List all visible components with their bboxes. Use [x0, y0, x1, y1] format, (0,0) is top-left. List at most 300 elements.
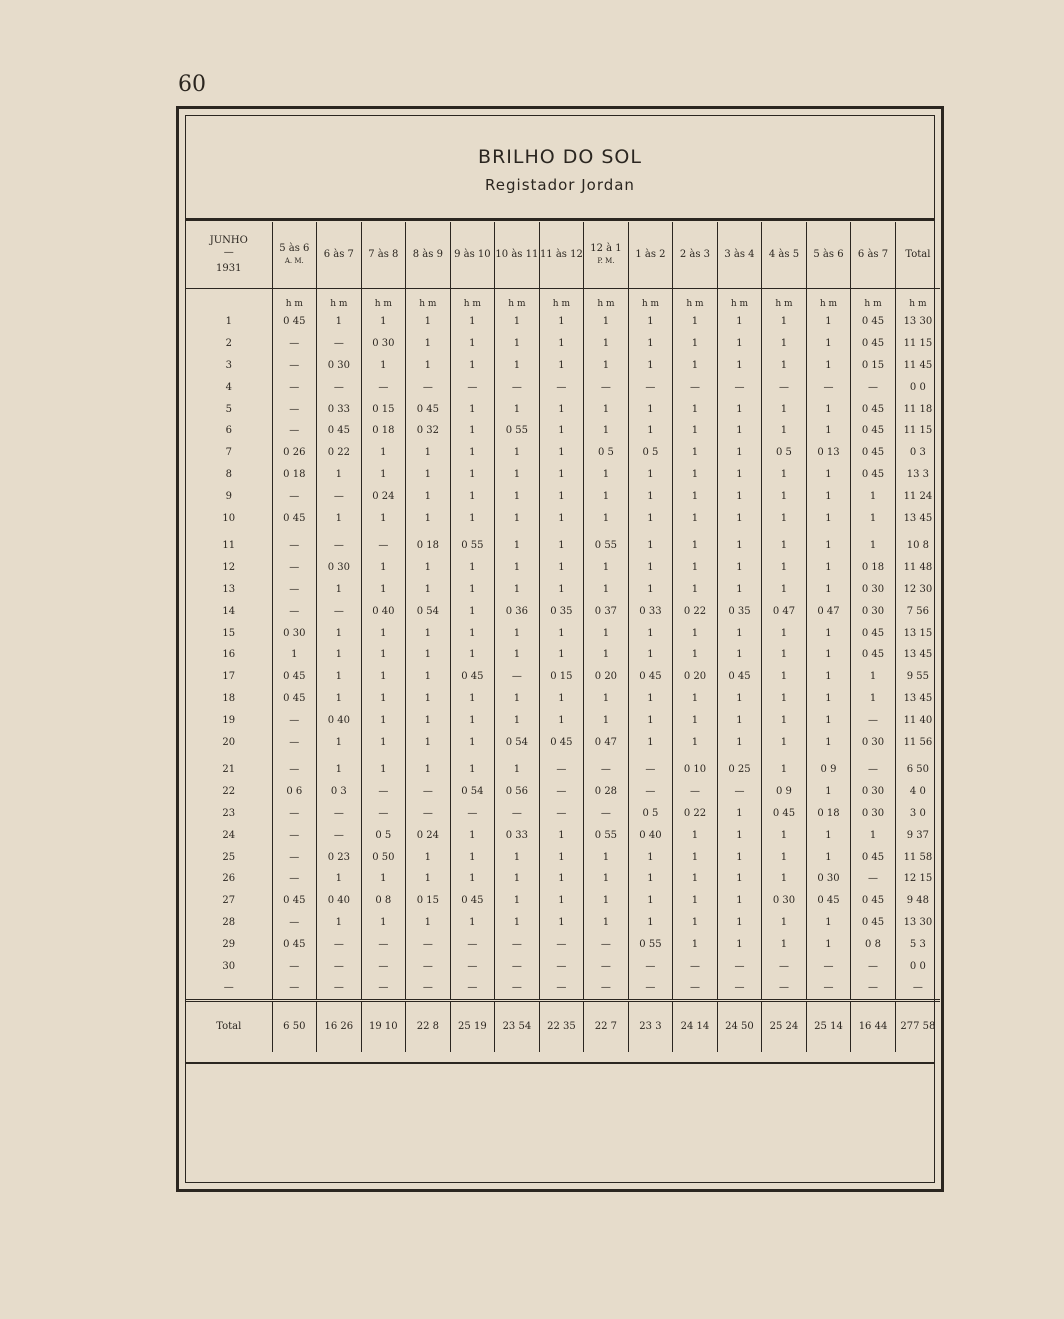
table-row [186, 868, 940, 890]
table-cell: 1 [406, 557, 451, 579]
table-cell: 1 [717, 803, 762, 825]
table-cell: 1 [806, 912, 851, 934]
day-cell: 6 [225, 425, 232, 437]
table-cell: 0 22 [673, 600, 718, 622]
units-cell: h m [895, 289, 940, 312]
table-cell: — [584, 759, 629, 781]
table-cell: — [584, 376, 629, 398]
table-cell: — [762, 955, 807, 977]
table-cell: 0 9 [762, 781, 807, 803]
table-cell: 1 [495, 846, 540, 868]
table-cell: 0 45 [272, 507, 317, 529]
totals-row [186, 1000, 940, 1052]
table-cell: 0 33 [317, 398, 362, 420]
table-cell: 1 [361, 759, 406, 781]
table-cell: 11 15 [895, 420, 940, 442]
table-cell: 13 3 [895, 464, 940, 486]
table-cell: 1 [406, 912, 451, 934]
table-cell: 0 55 [495, 420, 540, 442]
table-cell: 1 [584, 912, 629, 934]
table-cell: 1 [406, 709, 451, 731]
table-cell: 0 0 [895, 955, 940, 977]
table-cell: 1 [584, 622, 629, 644]
table-cell: 0 18 [806, 803, 851, 825]
table-cell: 1 [406, 485, 451, 507]
table-cell: 1 [717, 464, 762, 486]
table-cell: — [495, 666, 540, 688]
table-cell: — [806, 977, 851, 1000]
table-cell: 1 [539, 890, 584, 912]
table-cell: 1 [762, 464, 807, 486]
table-cell: 12 15 [895, 868, 940, 890]
table-cell: 1 [539, 398, 584, 420]
table-cell: 1 [762, 868, 807, 890]
table-cell: — [539, 781, 584, 803]
table-cell: 1 [806, 485, 851, 507]
table-cell: 1 [717, 420, 762, 442]
table-cell: 1 [762, 311, 807, 333]
table-cell: 1 [406, 579, 451, 601]
table-cell: 1 [851, 535, 896, 557]
table-cell: 1 [495, 644, 540, 666]
table-cell: 11 15 [895, 333, 940, 355]
table-cell: 1 [673, 557, 718, 579]
table-cell: — [628, 376, 673, 398]
table-cell: — [361, 933, 406, 955]
table-cell: 1 [361, 912, 406, 934]
column-header [762, 222, 807, 289]
day-cell: 7 [225, 447, 232, 459]
table-cell: 1 [762, 579, 807, 601]
table-cell: — [851, 955, 896, 977]
column-header [317, 222, 362, 289]
column-header-label: 4 às 5 [768, 249, 800, 260]
table-cell: 1 [851, 688, 896, 710]
table-row [186, 376, 940, 398]
table-cell: 1 [450, 709, 495, 731]
table-cell: 1 [406, 846, 451, 868]
table-cell: 0 37 [584, 600, 629, 622]
table-cell: 0 15 [851, 355, 896, 377]
table-cell: 1 [450, 622, 495, 644]
table-cell: 1 [628, 912, 673, 934]
day-cell: 29 [222, 938, 236, 950]
column-header-label: 5 às 6 [813, 249, 844, 260]
table-cell: 1 [450, 398, 495, 420]
table-cell: 0 45 [762, 803, 807, 825]
table-row [186, 666, 940, 688]
table-cell: 1 [584, 333, 629, 355]
table-cell: 1 [584, 507, 629, 529]
table-cell: — [406, 955, 451, 977]
table-cell: 5 3 [895, 933, 940, 955]
table-row [186, 355, 940, 377]
table-cell: 1 [628, 420, 673, 442]
column-header-label: 2 às 3 [679, 249, 711, 260]
table-cell: 9 48 [895, 890, 940, 912]
table-cell: 0 9 [806, 759, 851, 781]
table-cell: 1 [450, 688, 495, 710]
table-cell: 1 [450, 311, 495, 333]
table-cell: 1 [539, 507, 584, 529]
table-cell: — [450, 376, 495, 398]
table-cell: 1 [495, 557, 540, 579]
table-cell: 1 [628, 557, 673, 579]
table-cell: 1 [450, 333, 495, 355]
table-cell: 1 [673, 933, 718, 955]
table-cell: 1 [450, 355, 495, 377]
table-cell: 0 24 [361, 485, 406, 507]
totals-cell: 25 24 [762, 1000, 807, 1052]
table-cell: — [851, 868, 896, 890]
units-cell: h m [495, 289, 540, 312]
table-cell: 1 [628, 355, 673, 377]
table-cell: 1 [806, 507, 851, 529]
table-cell: 1 [361, 731, 406, 753]
day-cell: 8 [225, 468, 232, 480]
table-cell: 1 [539, 442, 584, 464]
day-cell: 18 [222, 692, 236, 704]
table-cell: — [628, 955, 673, 977]
table-header-row [186, 222, 940, 289]
table-row [186, 579, 940, 601]
table-cell: — [762, 376, 807, 398]
table-cell: — [851, 759, 896, 781]
table-cell: 0 28 [584, 781, 629, 803]
table-row [186, 507, 940, 529]
table-cell: — [450, 955, 495, 977]
table-cell: — [717, 781, 762, 803]
table-cell: 0 45 [851, 442, 896, 464]
table-row [186, 803, 940, 825]
table-cell: — [272, 557, 317, 579]
table-cell: — [361, 977, 406, 1000]
table-cell: 0 54 [495, 731, 540, 753]
table-cell: 1 [406, 731, 451, 753]
table-cell: — [272, 420, 317, 442]
table-cell: — [584, 977, 629, 1000]
table-cell: — [851, 977, 896, 1000]
day-cell: 30 [222, 960, 236, 972]
table-cell: 1 [495, 464, 540, 486]
table-cell: — [272, 709, 317, 731]
day-cell: 10 [222, 512, 236, 524]
table-cell: 1 [717, 622, 762, 644]
table-cell: 1 [806, 464, 851, 486]
table-cell: 1 [317, 912, 362, 934]
table-cell: 13 45 [895, 507, 940, 529]
table-cell: 1 [406, 507, 451, 529]
totals-cell: 22 35 [539, 1000, 584, 1052]
day-cell: 4 [225, 381, 232, 393]
table-cell: 1 [673, 420, 718, 442]
day-cell: 1 [225, 316, 232, 328]
table-cell: — [361, 781, 406, 803]
day-cell: 11 [222, 540, 236, 552]
table-cell: 1 [717, 535, 762, 557]
table-cell: 0 30 [851, 731, 896, 753]
day-cell: 13 [222, 583, 236, 595]
table-cell: 0 55 [584, 535, 629, 557]
table-cell: — [361, 955, 406, 977]
table-cell: — [851, 709, 896, 731]
table-cell: 1 [539, 824, 584, 846]
table-cell: — [539, 803, 584, 825]
table-cell: 0 55 [628, 933, 673, 955]
table-cell: 1 [317, 868, 362, 890]
table-cell: 1 [717, 579, 762, 601]
table-cell: 11 18 [895, 398, 940, 420]
totals-cell: 22 8 [406, 1000, 451, 1052]
table-cell: — [272, 376, 317, 398]
page-number: 60 [178, 72, 206, 97]
table-cell: 1 [806, 666, 851, 688]
totals-cell: 19 10 [361, 1000, 406, 1052]
day-cell: — [223, 982, 234, 994]
table-cell: 0 30 [806, 868, 851, 890]
table-cell: 1 [673, 464, 718, 486]
table-cell: — [272, 759, 317, 781]
table-cell: — [272, 977, 317, 1000]
table-cell: — [539, 955, 584, 977]
table-cell: 1 [361, 557, 406, 579]
table-cell: — [272, 579, 317, 601]
column-header-label: 1 às 2 [635, 249, 666, 260]
table-cell: 0 45 [851, 912, 896, 934]
table-cell: — [272, 824, 317, 846]
table-cell: 1 [628, 579, 673, 601]
table-cell: 0 35 [539, 600, 584, 622]
table-cell: 1 [673, 688, 718, 710]
column-header-sub: A. M. [284, 257, 304, 265]
table-cell: 0 30 [851, 579, 896, 601]
table-cell: 1 [539, 846, 584, 868]
table-cell: 0 56 [495, 781, 540, 803]
table-cell: 1 [361, 507, 406, 529]
table-cell: 1 [406, 868, 451, 890]
table-cell: 1 [806, 333, 851, 355]
table-cell: 0 33 [628, 600, 673, 622]
totals-cell: 25 19 [450, 1000, 495, 1052]
table-cell: — [272, 485, 317, 507]
table-cell: 1 [361, 644, 406, 666]
table-cell: 1 [450, 485, 495, 507]
table-row [186, 688, 940, 710]
totals-cell: 24 14 [673, 1000, 718, 1052]
table-cell: 1 [673, 442, 718, 464]
table-cell: 1 [450, 644, 495, 666]
day-cell: 20 [222, 736, 236, 748]
day-cell: 24 [222, 829, 236, 841]
table-cell: 1 [495, 442, 540, 464]
day-cell: 22 [222, 786, 236, 798]
table-cell: — [495, 955, 540, 977]
table-cell: 1 [584, 709, 629, 731]
table-cell: 0 45 [272, 890, 317, 912]
table-cell: 0 45 [539, 731, 584, 753]
table-cell: 0 55 [450, 535, 495, 557]
table-row [186, 709, 940, 731]
table-cell: 0 13 [806, 442, 851, 464]
table-cell: — [851, 376, 896, 398]
table-cell: 1 [584, 846, 629, 868]
table-cell: 1 [717, 890, 762, 912]
table-cell: 1 [673, 485, 718, 507]
column-header [851, 222, 896, 289]
column-header [495, 222, 540, 289]
table-cell: 1 [406, 644, 451, 666]
table-cell: — [272, 868, 317, 890]
table-cell: 0 22 [673, 803, 718, 825]
table-cell: 0 45 [717, 666, 762, 688]
table-cell: 1 [539, 579, 584, 601]
day-cell: 3 [225, 359, 232, 371]
column-header-label: 9 às 10 [454, 249, 491, 260]
table-cell: 0 15 [361, 398, 406, 420]
table-cell: 1 [806, 420, 851, 442]
table-cell: 0 40 [317, 890, 362, 912]
day-cell: 2 [225, 338, 232, 350]
table-cell: 1 [539, 644, 584, 666]
table-cell: 1 [628, 890, 673, 912]
table-cell: 0 45 [851, 333, 896, 355]
table-row [186, 759, 940, 781]
table-cell: — [717, 977, 762, 1000]
table-cell: 1 [628, 485, 673, 507]
table-cell: 1 [762, 644, 807, 666]
table-cell: 0 5 [361, 824, 406, 846]
day-cell: 17 [222, 671, 236, 683]
table-cell: — [762, 977, 807, 1000]
table-cell: — [450, 933, 495, 955]
table-cell: 0 45 [272, 933, 317, 955]
totals-cell: 16 26 [317, 1000, 362, 1052]
units-cell: h m [717, 289, 762, 312]
table-cell: 0 15 [539, 666, 584, 688]
table-cell: 1 [584, 485, 629, 507]
table-cell: 0 20 [673, 666, 718, 688]
column-header [628, 222, 673, 289]
table-cell: 0 33 [495, 824, 540, 846]
table-cell: 1 [806, 824, 851, 846]
table-cell: 1 [584, 644, 629, 666]
table-cell: 1 [495, 485, 540, 507]
table-cell: 1 [628, 398, 673, 420]
table-cell: — [361, 535, 406, 557]
table-cell: 0 30 [317, 557, 362, 579]
table-cell: 1 [762, 688, 807, 710]
table-cell: 0 8 [851, 933, 896, 955]
table-cell: 12 30 [895, 579, 940, 601]
table-cell: 1 [317, 759, 362, 781]
table-cell: 0 15 [406, 890, 451, 912]
table-cell: — [406, 933, 451, 955]
day-cell: 23 [222, 807, 236, 819]
totals-cell: 23 54 [495, 1000, 540, 1052]
table-cell: — [539, 376, 584, 398]
table-cell: 1 [584, 311, 629, 333]
table-cell: 1 [495, 311, 540, 333]
day-cell: 28 [222, 916, 236, 928]
table-cell: — [272, 731, 317, 753]
table-cell: 1 [495, 622, 540, 644]
table-cell: 0 45 [851, 846, 896, 868]
table-cell: 1 [673, 398, 718, 420]
column-header [539, 222, 584, 289]
table-cell: 1 [406, 442, 451, 464]
table-cell: 1 [539, 622, 584, 644]
table-cell: 1 [495, 912, 540, 934]
table-cell: 0 45 [851, 398, 896, 420]
table-cell: 0 45 [450, 890, 495, 912]
table-cell: 1 [450, 868, 495, 890]
table-row [186, 535, 940, 557]
table-cell: 1 [450, 600, 495, 622]
table-cell: 0 5 [628, 803, 673, 825]
table-cell: — [272, 333, 317, 355]
table-cell: 1 [628, 333, 673, 355]
table-cell: 1 [361, 442, 406, 464]
table-cell: 13 15 [895, 622, 940, 644]
table-cell: 1 [762, 933, 807, 955]
table-cell: 1 [762, 355, 807, 377]
table-cell: — [628, 759, 673, 781]
table-cell: — [272, 846, 317, 868]
table-cell: 13 30 [895, 912, 940, 934]
table-cell: 1 [361, 688, 406, 710]
table-row [186, 464, 940, 486]
table-cell: 0 0 [895, 376, 940, 398]
units-cell: h m [317, 289, 362, 312]
column-header-label: 3 às 4 [724, 249, 755, 260]
table-cell: 1 [317, 507, 362, 529]
units-cell: h m [628, 289, 673, 312]
table-cell: 1 [851, 485, 896, 507]
table-cell: 0 30 [762, 890, 807, 912]
column-header-label: Total [905, 249, 931, 260]
table-cell: 0 10 [673, 759, 718, 781]
table-cell: 1 [851, 824, 896, 846]
table-row [186, 781, 940, 803]
table-cell: — [673, 781, 718, 803]
table-cell: 0 18 [361, 420, 406, 442]
table-cell: 0 40 [628, 824, 673, 846]
table-cell: 0 45 [406, 398, 451, 420]
table-row [186, 398, 940, 420]
table-cell: 1 [539, 535, 584, 557]
table-cell: 0 54 [406, 600, 451, 622]
table-row [186, 333, 940, 355]
table-frame [176, 106, 944, 1192]
table-cell: 13 45 [895, 688, 940, 710]
table-cell: 1 [450, 912, 495, 934]
table-cell: 1 [717, 333, 762, 355]
table-cell: — [539, 933, 584, 955]
table-cell: 0 45 [851, 464, 896, 486]
table-cell: 0 32 [406, 420, 451, 442]
table-cell: — [272, 535, 317, 557]
table-cell: 1 [717, 398, 762, 420]
table-cell: 1 [317, 311, 362, 333]
table-cell: — [406, 803, 451, 825]
table-cell: — [272, 803, 317, 825]
table-cell: 1 [450, 420, 495, 442]
table-cell: 1 [673, 846, 718, 868]
column-header-label: 11 às 12 [539, 249, 583, 260]
table-cell: 1 [673, 644, 718, 666]
table-cell: 0 5 [628, 442, 673, 464]
table-row [186, 442, 940, 464]
